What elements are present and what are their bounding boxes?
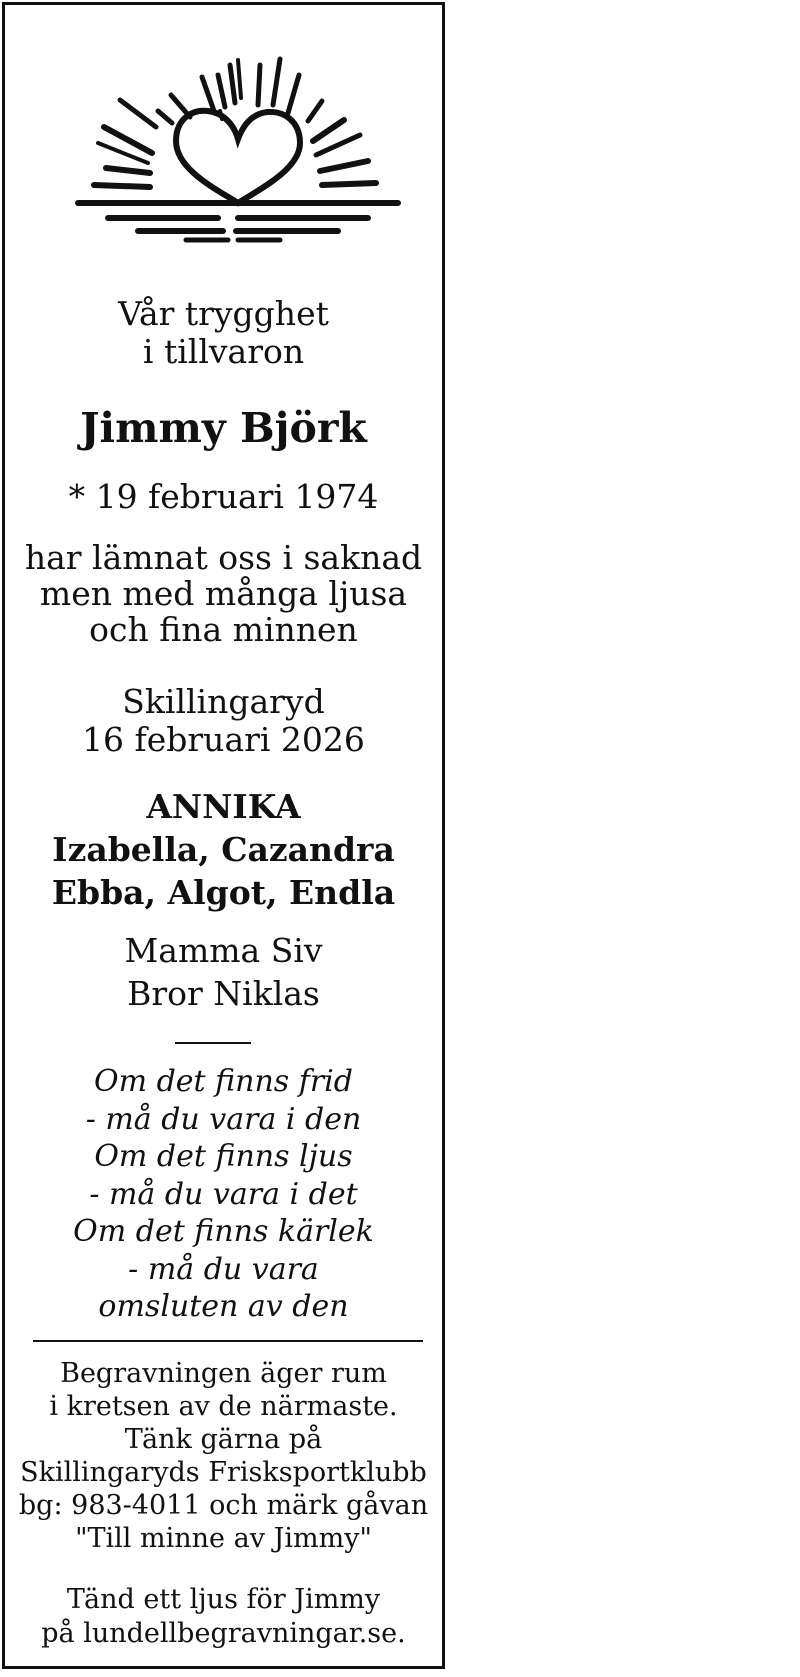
family-secondary: Mamma Siv Bror Niklas [124, 931, 323, 1013]
intro-text: Vår trygghet i tillvaron [118, 294, 329, 371]
memorial-message: har lämnat oss i saknad men med många ljusa och fina minnen [24, 538, 423, 649]
heart-sunrise-icon [68, 55, 408, 265]
short-divider [175, 1042, 251, 1044]
birth-date: * 19 februari 1974 [68, 477, 379, 516]
candle-info: Tänd ett ljus för Jimmy på lundellbegravningar.se. [41, 1584, 406, 1649]
long-divider [33, 1340, 423, 1342]
place-and-death-date: Skillingaryd 16 februari 2026 [82, 682, 365, 759]
memorial-poem: Om det finns frid - må du vara i den Om det finns ljus - må du vara i det Om det finns kärlek - må du vara omsluten av den [73, 1064, 374, 1324]
deceased-name: Jimmy Björk [80, 404, 367, 452]
family-primary: ANNIKA Izabella, Cazandra Ebba, Algot, Endla [51, 787, 396, 912]
obituary-notice [2, 2, 445, 1669]
funeral-info: Begravningen äger rum i kretsen av de närmaste. Tänk gärna på Skillingaryds Frisksportklubb bg: 983-4011 och märk gåvan "Till minne av Jimmy" [18, 1358, 429, 1554]
